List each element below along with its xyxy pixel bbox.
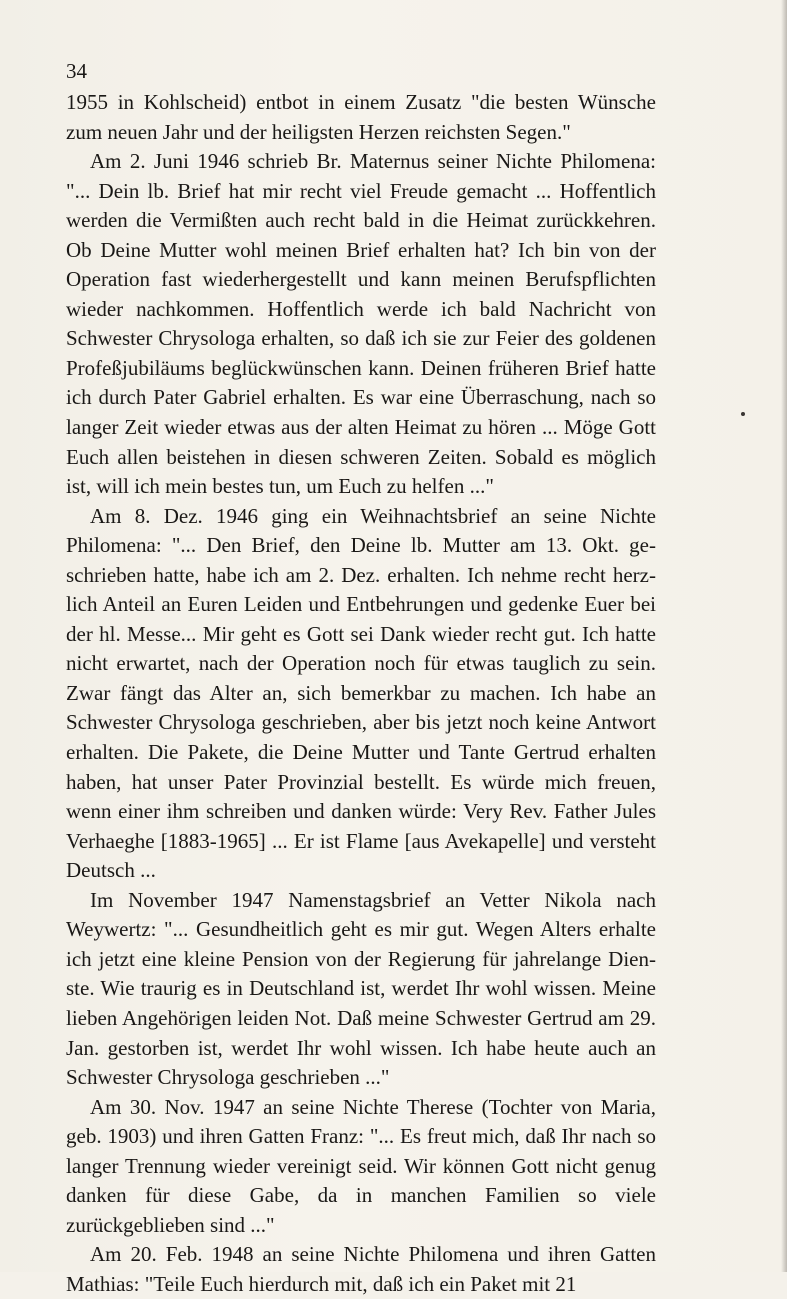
page-edge-shadow: [781, 0, 787, 1272]
stray-ink-dot: [741, 412, 745, 416]
paragraph-3: Am 8. Dez. 1946 ging ein Weihnachtsbrief an seine Nichte Philomena: "... Den Brief, den Deine lb. Mutter am 13. Okt. geschrieben hatte, habe ich am 2. Dez. erhalten. Ich nehme recht herzlich Anteil an Euren Leiden und Entbehrungen und gedenke Euer bei der hl. Messe... Mir geht es Gott sei Dank wieder recht gut. Ich hatte nicht erwartet, nach der Operation noch für etwas tauglich zu sein. Zwar fängt das Alter an, sich bemerkbar zu machen. Ich habe an Schwester Chrysologa geschrieben, aber bis jetzt noch keine Antwort erhalten. Die Pakete, die Deine Mutter und Tante Gertrud erhalten haben, hat unser Pater Provinzial bestellt. Es würde mich freuen, wenn einer ihm schreiben und danken würde: Very Rev. Father Jules Verhaeghe [1883-1965] ... Er ist Flame [aus Avekapelle] und versteht Deutsch ...: [66, 503, 656, 883]
paragraph-6: Am 20. Feb. 1948 an seine Nichte Philomena und ihren Gatten Mathias: "Teile Euch hierdurch mit, daß ich ein Paket mit 21: [66, 1242, 656, 1296]
paragraph-2: Am 2. Juni 1946 schrieb Br. Maternus seiner Nichte Philomena: "... Dein lb. Brief hat mir recht viel Freude gemacht ... Hoffentlich werden die Vermißten auch recht bald in die Heimat zurückkehren. Ob Deine Mutter wohl meinen Brief erhalten hat? Ich bin von der Operation fast wiederhergestellt und kann meinen Berufspflichten wieder nachkommen. Hoffentlich werde ich bald Nachricht von Schwester Chrysologa erhalten, so daß ich sie zur Feier des goldenen Profeßjubiläums beglückwünschen kann. Deinen früheren Brief hatte ich durch Pater Gabriel erhalten. Es war eine Überraschung, nach so langer Zeit wieder etwas aus der alten Heimat zu hören ... Möge Gott Euch allen beistehen in diesen schweren Zeiten. Sobald es möglich ist, will ich mein bestes tun, um Euch zu helfen ...": [66, 149, 656, 499]
paragraph-4: Im November 1947 Namenstagsbrief an Vetter Nikola nach Weywertz: "... Gesundheitlich geht es mir gut. Wegen Alters erhalte ich jetzt eine kleine Pension von der Regierung für jahrelange Dienste. Wie traurig es in Deutschland ist, werdet Ihr wohl wissen. Meine lieben Angehörigen leiden Not. Daß meine Schwester Gertrud am 29. Jan. gestorben ist, werdet Ihr wohl wissen. Ich habe heute auch an Schwester Chrysologa geschrieben ...": [66, 887, 656, 1090]
paragraph-1: 1955 in Kohlscheid) entbot in einem Zusatz "die besten Wünsche zum neuen Jahr und der heiligsten Herzen reichsten Segen.": [66, 90, 656, 144]
paragraph-5: Am 30. Nov. 1947 an seine Nichte Therese (Tochter von Maria, geb. 1903) und ihren Gatten Franz: "... Es freut mich, daß Ihr nach so langer Trennung wieder vereinigt seid. Wir können Gott nicht genug danken für diese Gabe, da in manchen Familien so viele zurückgeblieben sind ...": [66, 1094, 656, 1237]
page-number: 34: [66, 59, 87, 83]
body-text: [66, 88, 656, 1299]
